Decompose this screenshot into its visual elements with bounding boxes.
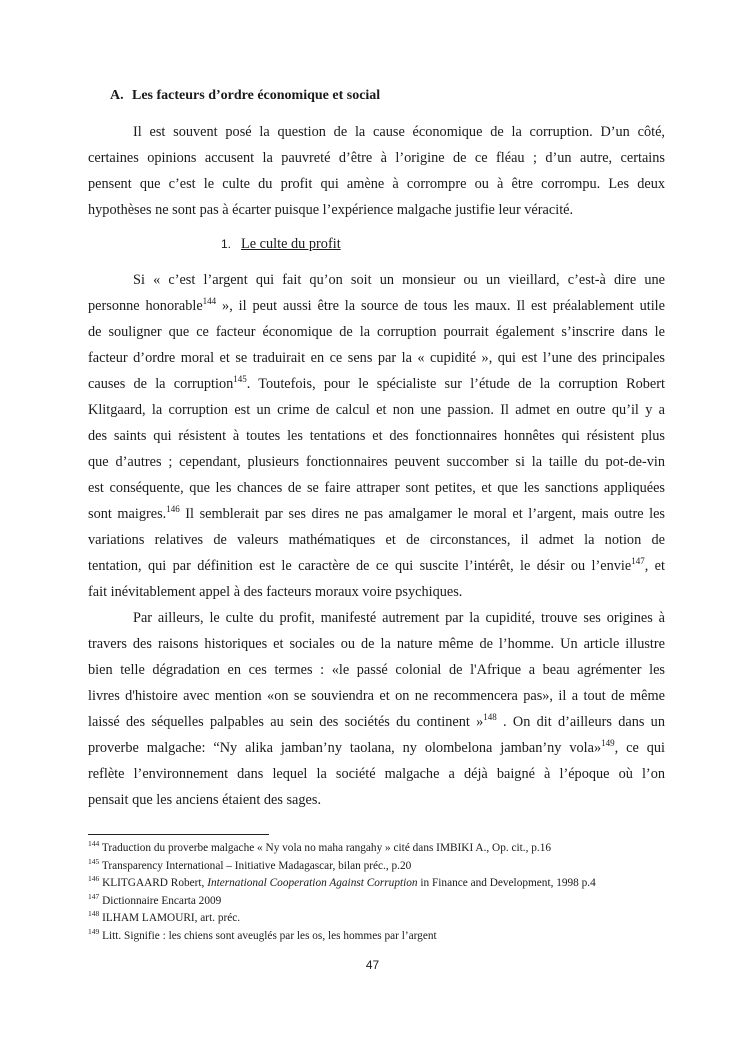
- footnote-145: $^{145}$ Transparency International – Initiative Madagascar, bilan préc., p.20: [88, 856, 412, 872]
- section-heading: [110, 88, 380, 104]
- text-line: personne honorable$^{144}$ », il peut aussi être la source de tous les maux. Il est préalablement utile: [88, 296, 665, 314]
- text-line: proverbe malgache: “Ny alika jamban’ny taolana, ny olombelona jamban’ny vola»$^{149}$, ce qui: [88, 738, 665, 756]
- section-letter: A.: [110, 88, 124, 103]
- footnote-147: $^{147}$ Dictionnaire Encarta 2009: [88, 891, 222, 907]
- text-line: variations relatives de valeurs mathématiques et de circonstances, il admet la notion de: [88, 532, 665, 548]
- text-line: pensait que les anciens étaient des sages.: [88, 792, 322, 808]
- text-line: des saints qui résistent à toutes les tentations et des fonctionnaires honnêtes qui résistent plus: [88, 428, 665, 444]
- footnote-ref[interactable]: 148: [483, 712, 497, 723]
- footnote-144: $^{144}$ Traduction du proverbe malgache « Ny vola no maha rangahy » cité dans IMBIKI A., Op. cit., p.16: [88, 839, 552, 854]
- text-line: bien telle dégradation en ces termes : «le passé colonial de l'Afrique a beau agrémenter les: [88, 662, 665, 678]
- text-line: que d’autres ; cependant, plusieurs fonctionnaires peuvent succomber si la taille du pot-de-vin: [88, 454, 665, 470]
- text-line: Klitgaard, la corruption est un crime de calcul et non une passion. Il admet en outre qu’il y a: [88, 402, 665, 418]
- section-title: Les facteurs d’ordre économique et social: [132, 88, 381, 103]
- footnote-ref[interactable]: 147: [631, 556, 645, 567]
- text-line: reflète l’environnement dans lequel la société malgache a déjà baigné à l’époque où l’on: [88, 766, 665, 782]
- text-line: certaines opinions accusent la pauvreté d’être à l’origine de ce fléau ; d’un autre, certains: [88, 150, 665, 166]
- footnote-149: $^{149}$ Litt. Signifie : les chiens sont aveuglés par les os, les hommes par l’argent: [88, 926, 437, 942]
- text-line: pensent que c’est le culte du profit qui amène à corrompre ou à être corrompu. Les deux: [88, 176, 665, 192]
- text-line: sont maigres.$^{146}$ Il semblerait par ses dires ne pas amalgamer le moral et l’argent, mais outre les: [88, 504, 665, 522]
- footnotes: [88, 840, 688, 945]
- footnote-ref[interactable]: 145: [233, 374, 247, 385]
- text-line: de souligner que ce facteur économique de la corruption pourrait également s’inscrire dans le: [88, 324, 665, 340]
- text-line: Si « c’est l’argent qui fait qu’on soit un monsieur ou un vieillard, c’est-à dire une: [133, 272, 665, 288]
- text-line: fait inévitablement appel à des facteurs moraux voire psychiques.: [88, 584, 463, 600]
- text-line: facteur d’ordre moral et se traduirait en ce sens par la « cupidité », qui est l’une des principales: [88, 350, 665, 366]
- footnote-146: $^{146}$ KLITGAARD Robert, International Cooperation Against Corruption in Finance and Development, 1998 p.4: [88, 874, 596, 889]
- paragraph-2: [88, 267, 665, 605]
- text-line: Il est souvent posé la question de la cause économique de la corruption. D’un côté,: [133, 124, 665, 140]
- text-line: travers des raisons historiques et sociales ou de la nature même de l’homme. Un article illustre: [88, 636, 665, 652]
- page-number: 47: [365, 958, 380, 972]
- text-line: est conséquente, que les chances de se faire attraper sont petites, et que les sanctions appliquées: [88, 480, 665, 496]
- text-line: laissé des séquelles palpables au sein des sociétés du continent »$^{148}$ . On dit d’ailleurs dans un: [88, 712, 665, 730]
- paragraph-3: [88, 605, 665, 813]
- subsection-number: 1.: [221, 237, 232, 251]
- footnote-ref[interactable]: 144: [202, 296, 217, 307]
- subsection-title: Le culte du profit: [241, 236, 341, 252]
- text-line: Par ailleurs, le culte du profit, manifesté autrement par la cupidité, trouve ses origines à: [133, 610, 665, 626]
- text-line: hypothèses ne sont pas à écarter puisque l’expérience malgache justifie leur véracité.: [88, 202, 574, 218]
- text-line: causes de la corruption$^{145}$. Toutefois, pour le spécialiste sur l’étude de la corruption Robert: [88, 374, 665, 392]
- footnote-ref[interactable]: 149: [601, 738, 615, 749]
- footnote-148: $^{148}$ ILHAM LAMOURI, art. préc.: [88, 909, 241, 924]
- paragraph-1: [88, 119, 665, 223]
- subsection-heading: [221, 236, 341, 253]
- text-line: tentation, qui par définition est le caractère de ce qui suscite l’intérêt, le désir ou l’envie$^{147}$, et: [88, 556, 665, 574]
- text-line: livres d'histoire avec mention «on se souviendra et on ne recommencera pas», il a tout de même: [88, 688, 665, 704]
- footnote-ref[interactable]: 146: [166, 504, 180, 515]
- footnote-separator: [88, 834, 269, 835]
